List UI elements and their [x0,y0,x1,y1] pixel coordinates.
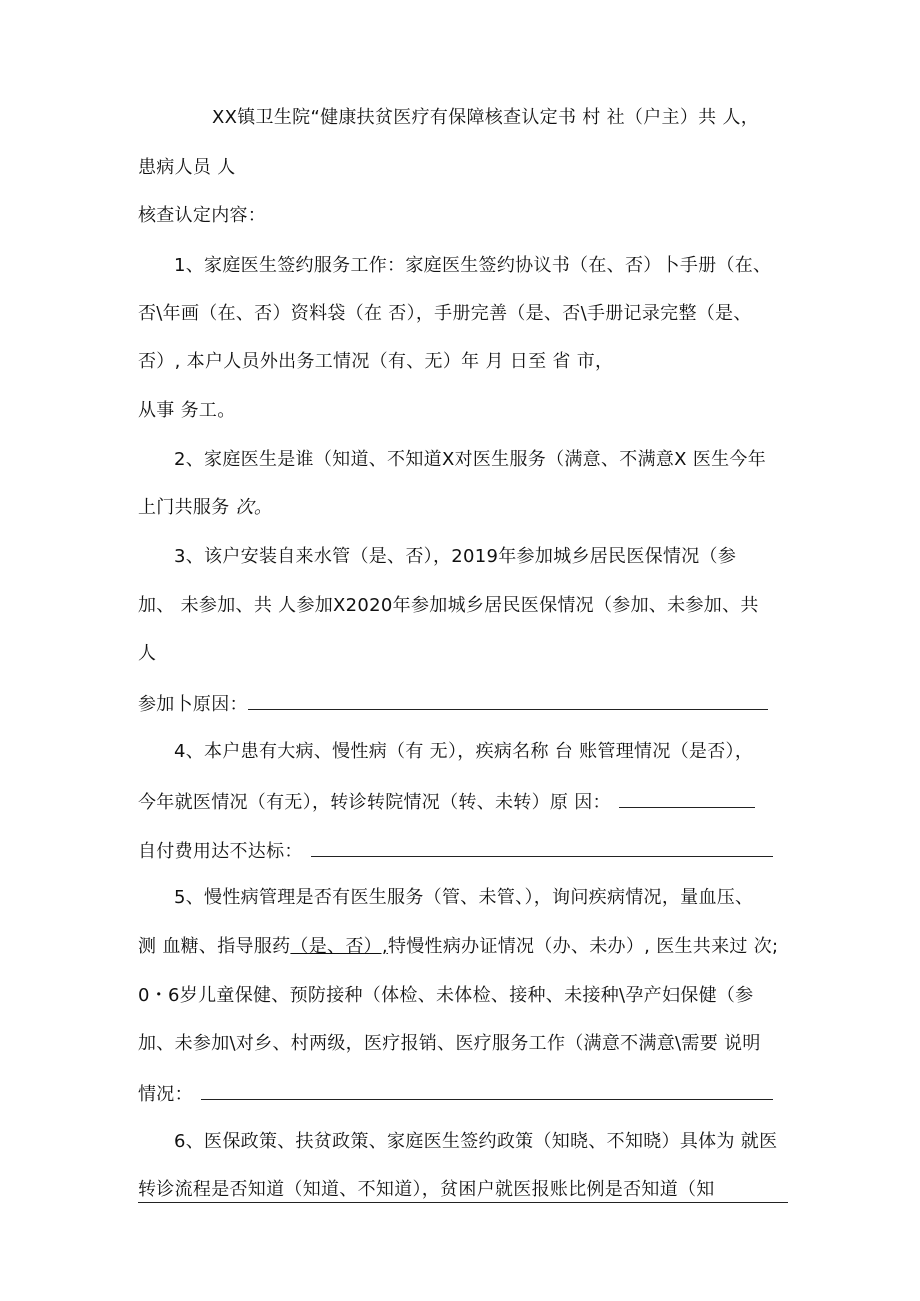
reason-label: 参加卜原因： [138,694,248,715]
document-title: XX镇卫生院“健康扶贫医疗有保障核查认定书 村 社（户主）共 人， [212,107,760,128]
section-4-line-3 [138,838,773,864]
reason-blank[interactable] [248,691,768,710]
patient-count-line: 患病人员 人 [138,157,236,178]
self-pay-blank[interactable] [311,838,773,857]
section-2-line-1: 2、家庭医生是谁（知道、不知道X对医生服务（满意、不满意X 医生今年 [174,449,767,470]
section-2-count-unit: 次。 [235,497,273,518]
section-2-line-2 [138,496,272,520]
referral-reason-blank[interactable] [619,789,755,808]
page-bottom-rule [138,1202,788,1203]
section-3-line-4 [138,691,768,717]
section-3-line-1: 3、该户安装自来水管（是、否），2019年参加城乡居民医保情况（参 [174,546,737,567]
referral-label: 今年就医情况（有无），转诊转院情况（转、未转）原 因： [138,792,611,813]
section-5-text-c: 特慢性病办证情况（办、未办）, 医生共来过 次; [387,936,779,957]
section-5-line-3: 0・6岁儿童保健、预防接种（体检、未体检、接种、未接种\孕产妇保健（参 [138,985,754,1006]
section-6-line-2: 转诊流程是否知道（知道、不知道），贫困户就医报账比例是否知道（知 [138,1179,715,1200]
section-5-line-4: 加、未参加\对乡、村两级，医疗报销、医疗服务工作（满意不满意\需要 说明 [138,1033,761,1054]
section-1-line-3: 否）, 本户人员外出务工情况（有、无）年 月 日至 省 市， [138,351,614,372]
section-4-line-1: 4、本户患有大病、慢性病（有 无），疾病名称 台 账管理情况（是否）， [174,741,754,762]
section-5-line-2 [138,935,778,959]
section-heading: 核查认定内容： [138,205,267,226]
section-5-line-5 [138,1081,773,1107]
section-2-text: 上门共服务 [138,497,236,518]
section-1-line-2: 否\年画（在、否）资料袋（在 否），手册完善（是、否\手册记录完整（是、 [138,303,752,324]
section-4-line-2 [138,789,755,815]
explanation-blank[interactable] [201,1081,773,1100]
section-1-line-4: 从事 务工。 [138,400,236,421]
section-5-line-1: 5、慢性病管理是否有医生服务（管、未管、），询问疾病情况，量血压、 [174,887,754,908]
self-pay-label: 自付费用达不达标： [138,841,303,862]
explanation-label: 情况： [138,1084,193,1105]
section-1-line-1: 1、家庭医生签约服务工作：家庭医生签约协议书（在、否）卜手册（在、 [174,255,772,276]
section-6-line-1: 6、医保政策、扶贫政策、家庭医生签约政策（知晓、不知晓）具体为 就医 [174,1131,778,1152]
section-3-line-2: 加、 未参加、共 人参加X2020年参加城乡居民医保情况（参加、未参加、共 [138,595,759,616]
section-3-line-3: 人 [138,643,157,664]
medication-guidance-choice: （是、否）, [290,936,388,957]
section-5-text-a: 测 血糖、指导服药 [138,936,291,957]
